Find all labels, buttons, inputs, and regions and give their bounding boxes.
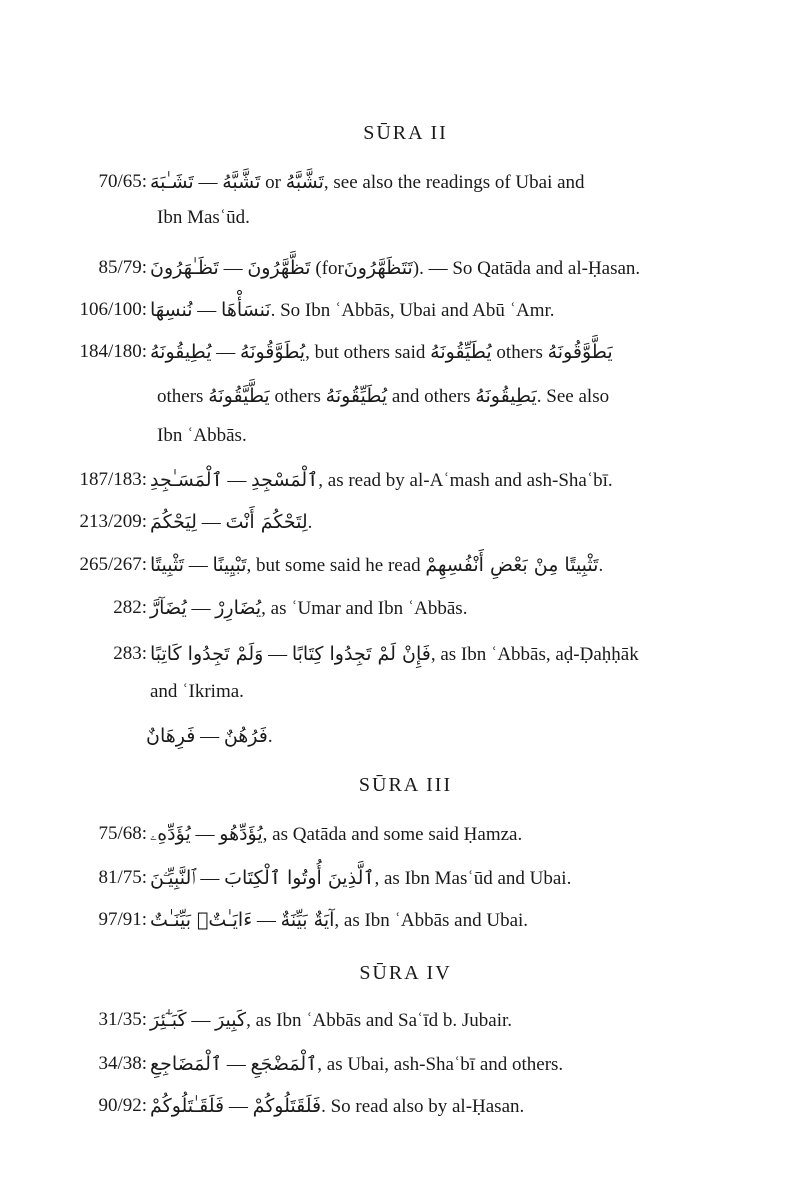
arabic-reading: يَطِيقُونَهُ: [475, 385, 537, 407]
entry-body: [150, 549, 603, 582]
entry-body: [150, 464, 613, 497]
entry-text: .: [307, 512, 313, 533]
entry-text: . So Ibn ʿAbbās, Ubai and Abū ʿAmr.: [270, 300, 555, 321]
verse-ref: 184/180:: [79, 341, 147, 362]
entry-text: , as Ibn ʿAbbās and Ubai.: [334, 910, 529, 931]
arabic-reading: فَإِنْ لَمْ تَجِدُوا كِتَابًا: [291, 643, 431, 665]
verse-ref: 213/209:: [79, 511, 147, 532]
arabic-reading: وَلَمْ تَجِدُوا كَاتِبًا: [150, 643, 264, 665]
arabic-reading: آيَةٌ بَيِّنَةٌ: [280, 909, 335, 931]
continuation-text: and others: [391, 386, 471, 407]
arabic-reading: نُنسِهَا: [150, 299, 193, 321]
dash: —: [200, 868, 220, 889]
arabic-reading: يُطَيِّقُونَهُ: [430, 341, 492, 363]
entry-body: [150, 592, 467, 625]
arabic-reading: تَثْبِيتًا: [150, 554, 185, 576]
entry-line: [0, 904, 811, 936]
arabic-reading: يُؤَدِّهُو: [219, 823, 263, 845]
arabic-reading: يُضَارِرْ: [215, 597, 262, 619]
arabic-reading: تَشَّبَّهُ: [222, 171, 261, 193]
arabic-reading: ٱلْمَضْجَعِ: [250, 1053, 318, 1075]
arabic-reading: ءَايَـٰتٌۢ بَيِّنَـٰتٌ: [150, 909, 253, 931]
dash: —: [256, 910, 276, 931]
connector-text: others: [496, 342, 543, 363]
arabic-reading: تَظَـٰهَرُونَ: [150, 257, 219, 279]
verse-ref: 70/65:: [98, 171, 147, 192]
entry-line: [0, 506, 811, 538]
entry-line: [0, 294, 811, 326]
continuation-text: and ʿIkrima.: [150, 681, 244, 702]
verse-ref: 81/75:: [98, 867, 147, 888]
entry-continuation: [0, 676, 811, 708]
connector-text: , but others said: [305, 342, 426, 363]
entry-line: [0, 818, 811, 850]
entry-text: . So read also by al-Ḥasan.: [321, 1096, 525, 1117]
entry-line: [0, 464, 811, 496]
continuation-body: [146, 720, 273, 753]
continuation-text: others: [274, 386, 321, 407]
verse-ref: 265/267:: [79, 554, 147, 575]
dash: —: [216, 342, 236, 363]
arabic-reading: فَرُهُنٌ: [223, 725, 268, 747]
entry-continuation: [0, 202, 811, 234]
entry-text: , as read by al-Aʿmash and ash-Shaʿbī.: [318, 470, 613, 491]
continuation-text: others: [157, 386, 204, 407]
arabic-reading: يُضَآرَّ: [150, 597, 187, 619]
entry-body: [150, 294, 555, 327]
entry-line: [0, 592, 811, 624]
dash: —: [195, 824, 215, 845]
entry-text: ). — So Qatāda and al-Ḥasan.: [412, 258, 641, 279]
entry-text: , as Ibn ʿAbbās, aḍ-Ḍaḥḥāk: [430, 644, 639, 665]
entry-body: [150, 336, 613, 369]
entry-body: [150, 252, 640, 285]
arabic-reading: فَلَقَـٰتَلُوكُمْ: [150, 1095, 225, 1117]
entry-line: [0, 166, 811, 198]
sura-heading: SŪRA IV: [359, 962, 452, 984]
arabic-reading: يَطَّوَّقُونَهُ: [547, 341, 613, 363]
entry-text: .: [598, 555, 604, 576]
sura-heading: SŪRA III: [358, 774, 453, 796]
dash: —: [228, 1096, 248, 1117]
arabic-reading: كَبِيرَ: [215, 1009, 247, 1031]
entry-body: [150, 1048, 563, 1081]
continuation-text: . See also: [536, 386, 610, 407]
entry-body: [150, 506, 312, 539]
arabic-reading: لِيَحْكُمَ: [150, 511, 197, 533]
entry-line: [0, 1004, 811, 1036]
verse-ref: 90/92:: [98, 1095, 147, 1116]
arabic-reading: تَظَّهَّرُونَ: [247, 257, 311, 279]
dash: —: [201, 512, 221, 533]
entry-line: [0, 1090, 811, 1122]
dash: —: [227, 470, 247, 491]
arabic-reading: يُطَيِّقُونَهُ: [325, 385, 388, 407]
arabic-reading: ٱلنَّبِيِّـۧنَ: [150, 867, 196, 889]
entry-continuation: [0, 420, 811, 452]
entry-line: [0, 252, 811, 284]
arabic-reading: يُطَوَّقُونَهُ: [240, 341, 306, 363]
arabic-reading: تَشَّبَّهُ: [285, 171, 324, 193]
arabic-reading: تَشَـٰبَهَ: [150, 171, 194, 193]
dash: —: [198, 172, 218, 193]
continuation-text: Ibn Masʿūd.: [157, 207, 250, 228]
arabic-reading: تَثْبِيتًا مِنْ بَعْضِ أَنْفُسِهِمْ: [425, 554, 599, 576]
continuation-text: .: [267, 726, 273, 747]
entry-continuation: [0, 720, 811, 752]
arabic-reading: فَلَقَتَلُوكُمْ: [252, 1095, 322, 1117]
dash: —: [223, 258, 243, 279]
verse-ref: 106/100:: [79, 299, 147, 320]
dash: —: [188, 555, 208, 576]
verse-ref: 85/79:: [98, 257, 147, 278]
continuation-text: Ibn ʿAbbās.: [157, 425, 247, 446]
verse-ref: 34/38:: [98, 1053, 147, 1074]
connector-text: or: [265, 172, 281, 193]
entry-text: , as Ibn Masʿūd and Ubai.: [374, 868, 572, 889]
verse-ref: 187/183:: [79, 469, 147, 490]
arabic-reading: ٱلْمَسَـٰجِدِ: [150, 469, 223, 491]
arabic-reading: نَنسَأْهَا: [221, 299, 271, 321]
entry-body: [150, 1004, 512, 1037]
arabic-reading: يُؤَدِّهِۦ: [150, 823, 191, 845]
arabic-reading: ٱلْمَضَاجِعِ: [150, 1053, 223, 1075]
arabic-reading: ٱلَّذِينَ أُوتُوا ٱلْكِتَابَ: [224, 867, 375, 889]
entry-line: [0, 1048, 811, 1080]
arabic-reading: تَتَظَهَّرُونَ: [343, 257, 413, 279]
arabic-reading: فَرِهَانٌ: [146, 725, 196, 747]
entry-continuation: [0, 380, 811, 412]
entry-body: [150, 638, 639, 671]
entry-text: , see also the readings of Ubai and: [323, 172, 585, 193]
entry-line: [0, 862, 811, 894]
dash: —: [226, 1054, 246, 1075]
entry-line: [0, 638, 811, 670]
entry-text: , as ʿUmar and Ibn ʿAbbās.: [261, 598, 468, 619]
entry-body: [150, 1090, 524, 1123]
verse-ref: 283:: [113, 643, 147, 664]
arabic-reading: يُطِيقُونَهُ: [150, 341, 212, 363]
arabic-reading: يَطَّيَّقُونَهُ: [208, 385, 270, 407]
entry-text: , as Qatāda and some said Ḥamza.: [262, 824, 523, 845]
entry-text: , as Ibn ʿAbbās and Saʿīd b. Jubair.: [246, 1010, 513, 1031]
arabic-reading: تَبْيِينًا: [212, 554, 247, 576]
dash: —: [191, 598, 211, 619]
dash: —: [191, 1010, 211, 1031]
arabic-reading: كَبَـٰٓئِرَ: [150, 1009, 187, 1031]
arabic-reading: لِتَحْكُمَ أَنْتَ: [225, 511, 308, 533]
verse-ref: 31/35:: [98, 1009, 147, 1030]
entry-line: [0, 336, 811, 368]
verse-ref: 97/91:: [98, 909, 147, 930]
dash: —: [268, 644, 288, 665]
entry-text: , but some said he read: [246, 555, 421, 576]
entry-text: , as Ubai, ash-Shaʿbī and others.: [317, 1054, 564, 1075]
verse-ref: 282:: [113, 597, 147, 618]
entry-body: [150, 904, 528, 937]
sura-heading: SŪRA II: [363, 122, 448, 144]
entry-body: [150, 862, 571, 895]
connector-text: (for: [315, 258, 344, 279]
dash: —: [197, 300, 217, 321]
continuation-body: [157, 380, 609, 413]
entry-line: [0, 549, 811, 581]
entry-body: [150, 166, 585, 199]
dash: —: [200, 726, 220, 747]
arabic-reading: ٱلْمَسْجِدِ: [251, 469, 319, 491]
entry-body: [150, 818, 522, 851]
verse-ref: 75/68:: [98, 823, 147, 844]
